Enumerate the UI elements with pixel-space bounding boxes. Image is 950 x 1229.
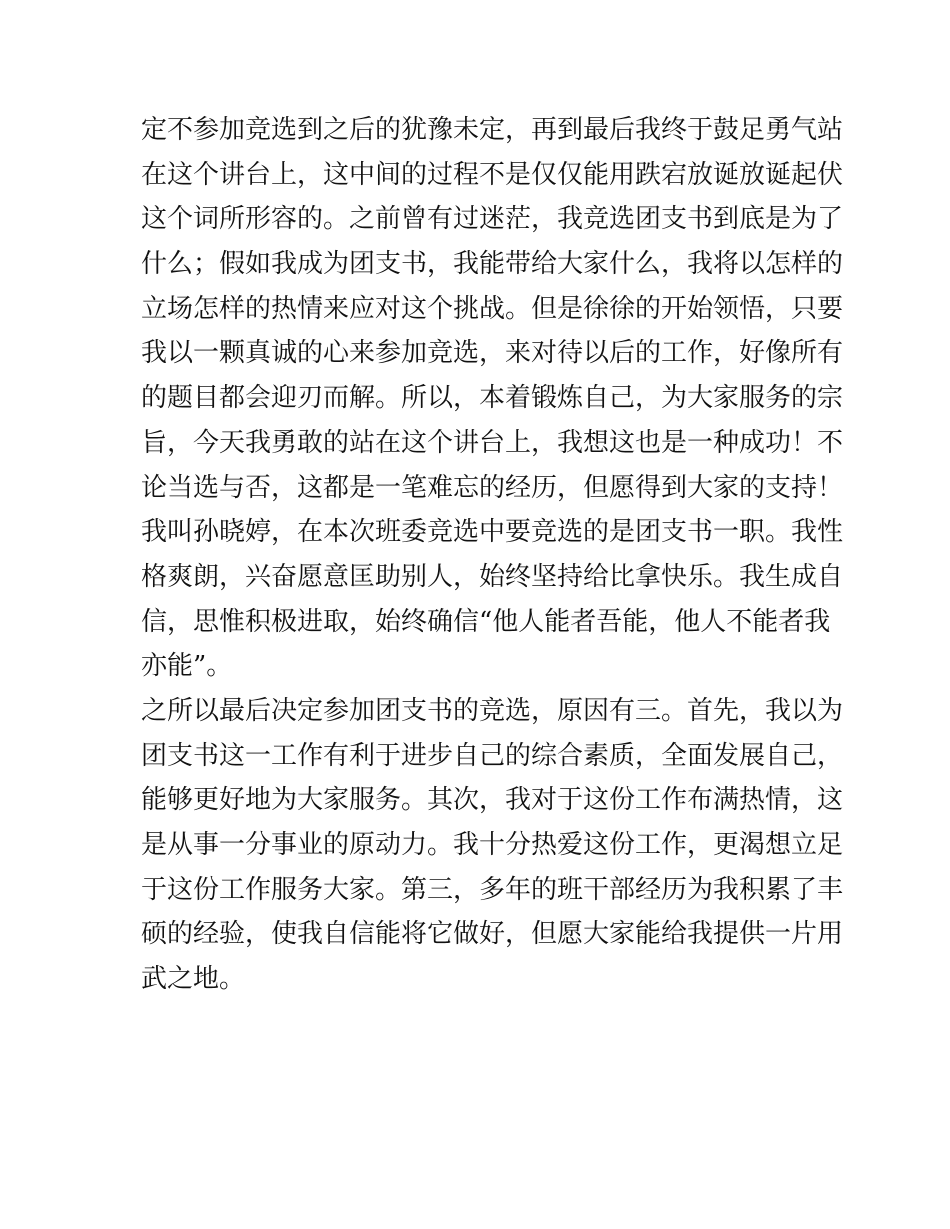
- text-line: 团支书这一工作有利于进步自己的综合素质，全面发展自己，: [141, 740, 844, 771]
- text-line: 于这份工作服务大家。第三，多年的班干部经历为我积累了丰: [141, 874, 844, 905]
- text-line: 定不参加竞选到之后的犹豫未定，再到最后我终于鼓足勇气站: [141, 115, 844, 145]
- text-line: 格爽朗，兴奋愿意匡助别人，始终坚持给比拿快乐。我生成自: [141, 561, 844, 592]
- body-text: [141, 108, 844, 1002]
- text-line: 是从事一分事业的原动力。我十分热爱这份工作，更渴想立足: [141, 830, 844, 860]
- text-line: 论当选与否，这都是一笔难忘的经历，但愿得到大家的支持！: [141, 472, 844, 503]
- text-line: 我以一颗真诚的心来参加竞选，来对待以后的工作，好像所有: [141, 338, 844, 369]
- text-line: 这个词所形容的。之前曾有过迷茫，我竞选团支书到底是为了: [141, 204, 844, 235]
- text-line: 硕的经验，使我自信能将它做好，但愿大家能给我提供一片用: [141, 919, 844, 950]
- text-line: 旨，今天我勇敢的站在这个讲台上，我想这也是一种成功！不: [141, 427, 844, 458]
- text-line: 什么；假如我成为团支书，我能带给大家什么，我将以怎样的: [141, 249, 844, 280]
- text-line: 之所以最后决定参加团支书的竞选，原因有三。首先，我以为: [141, 695, 844, 726]
- text-line: 信，思惟积极进取，始终确信“他人能者吾能，他人不能者我: [141, 606, 831, 637]
- text-line: 能够更好地为大家服务。其次，我对于这份工作布满热情，这: [141, 785, 844, 816]
- text-line: 的题目都会迎刃而解。所以，本着锻炼自己，为大家服务的宗: [141, 383, 844, 414]
- text-line: 立场怎样的热情来应对这个挑战。但是徐徐的开始领悟，只要: [141, 293, 844, 324]
- text-line: 在这个讲台上，这中间的过程不是仅仅能用跌宕放诞放诞起伏: [141, 159, 844, 190]
- text-line: 我叫孙晓婷，在本次班委竞选中要竞选的是团支书一职。我性: [141, 517, 844, 548]
- text-line: 亦能”。: [141, 651, 233, 682]
- text-line: 武之地。: [141, 964, 246, 995]
